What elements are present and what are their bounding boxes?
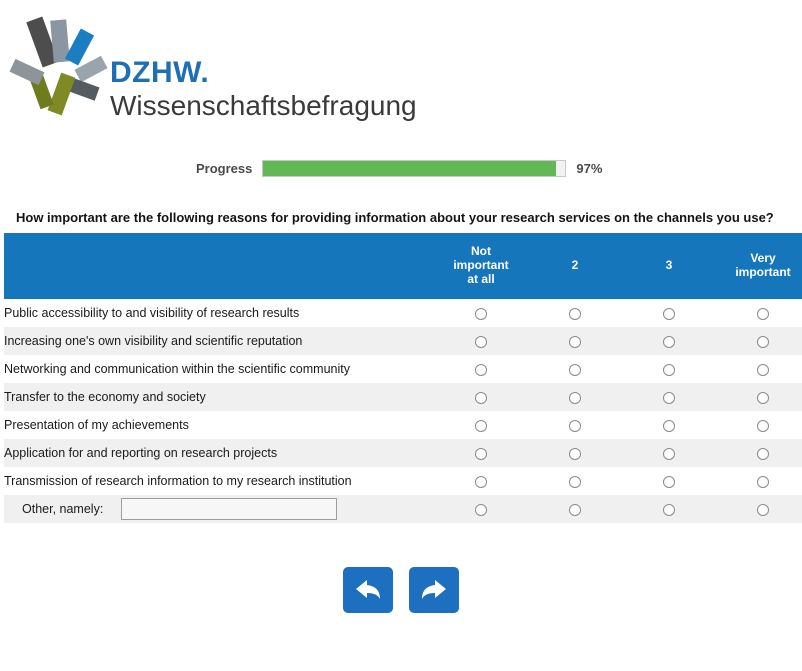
radio-cell-2[interactable] (528, 467, 622, 495)
radio-button[interactable] (475, 336, 487, 348)
matrix-row-label: Increasing one's own visibility and scientific reputation (4, 327, 434, 355)
radio-button[interactable] (663, 308, 675, 320)
table-row (4, 467, 802, 495)
radio-button[interactable] (663, 364, 675, 376)
radio-button[interactable] (475, 504, 487, 516)
table-row-other (4, 495, 802, 523)
radio-button[interactable] (757, 448, 769, 460)
radio-cell-2[interactable] (528, 355, 622, 383)
radio-button[interactable] (569, 448, 581, 460)
matrix-column-header-4 (716, 233, 802, 299)
radio-cell-1[interactable] (434, 439, 528, 467)
radio-cell-1[interactable] (434, 299, 528, 327)
progress-fill (263, 161, 556, 176)
radio-cell-1[interactable] (434, 383, 528, 411)
radio-cell-2[interactable] (528, 327, 622, 355)
radio-cell-1[interactable] (434, 411, 528, 439)
question-title: How important are the following reasons for providing information about your research services on the channels you use? (16, 210, 774, 225)
radio-button[interactable] (757, 504, 769, 516)
page-header (0, 0, 802, 130)
progress-label: Progress (196, 160, 253, 176)
matrix-row-label: Public accessibility to and visibility of research results (4, 299, 434, 327)
radio-button[interactable] (569, 476, 581, 488)
rating-matrix (4, 233, 802, 523)
matrix-row-label: Transfer to the economy and society (4, 383, 434, 411)
radio-cell-4[interactable] (716, 383, 802, 411)
radio-cell-4[interactable] (716, 495, 802, 523)
radio-button[interactable] (569, 392, 581, 404)
progress-percent: 97% (576, 160, 603, 176)
brand-text (110, 14, 417, 122)
table-row (4, 383, 802, 411)
radio-cell-4[interactable] (716, 299, 802, 327)
radio-cell-4[interactable] (716, 467, 802, 495)
radio-button[interactable] (757, 392, 769, 404)
radio-button[interactable] (757, 336, 769, 348)
radio-button[interactable] (663, 504, 675, 516)
radio-button[interactable] (757, 476, 769, 488)
other-text-input[interactable] (121, 498, 337, 520)
radio-cell-1[interactable] (434, 467, 528, 495)
forward-arrow-icon (419, 577, 449, 603)
column-header-line2: important (735, 265, 791, 279)
radio-button[interactable] (475, 420, 487, 432)
radio-button[interactable] (475, 392, 487, 404)
radio-button[interactable] (663, 336, 675, 348)
matrix-header-row (4, 233, 802, 299)
radio-cell-4[interactable] (716, 327, 802, 355)
radio-button[interactable] (475, 476, 487, 488)
radio-cell-3[interactable] (622, 383, 716, 411)
other-label-cell (4, 495, 434, 523)
matrix-column-header-2: 2 (528, 233, 622, 299)
radio-button[interactable] (569, 420, 581, 432)
matrix-row-label: Application for and reporting on research projects (4, 439, 434, 467)
navigation-buttons (0, 567, 802, 613)
radio-button[interactable] (569, 336, 581, 348)
radio-cell-2[interactable] (528, 495, 622, 523)
radio-cell-3[interactable] (622, 355, 716, 383)
radio-button[interactable] (757, 420, 769, 432)
question-block (0, 210, 802, 523)
radio-button[interactable] (663, 392, 675, 404)
table-row (4, 439, 802, 467)
radio-button[interactable] (569, 504, 581, 516)
radio-cell-2[interactable] (528, 299, 622, 327)
radio-button[interactable] (757, 364, 769, 376)
radio-button[interactable] (663, 448, 675, 460)
radio-button[interactable] (569, 364, 581, 376)
radio-cell-3[interactable] (622, 411, 716, 439)
radio-button[interactable] (569, 308, 581, 320)
back-arrow-icon (353, 577, 383, 603)
radio-cell-3[interactable] (622, 299, 716, 327)
radio-button[interactable] (663, 420, 675, 432)
radio-cell-1[interactable] (434, 495, 528, 523)
back-button[interactable] (343, 567, 393, 613)
radio-button[interactable] (475, 364, 487, 376)
radio-button[interactable] (475, 308, 487, 320)
radio-cell-3[interactable] (622, 467, 716, 495)
matrix-row-label: Networking and communication within the scientific community (4, 355, 434, 383)
table-row (4, 327, 802, 355)
table-row (4, 411, 802, 439)
matrix-column-header-3: 3 (622, 233, 716, 299)
radio-cell-2[interactable] (528, 411, 622, 439)
brand-subtitle: Wissenschaftsbefragung (110, 90, 417, 121)
radio-button[interactable] (663, 476, 675, 488)
next-button[interactable] (409, 567, 459, 613)
radio-cell-3[interactable] (622, 439, 716, 467)
radio-cell-4[interactable] (716, 355, 802, 383)
matrix-column-header-1 (434, 233, 528, 299)
column-header-line2: important (453, 258, 509, 273)
column-header-line1: Not (471, 244, 491, 259)
radio-cell-1[interactable] (434, 327, 528, 355)
radio-cell-1[interactable] (434, 355, 528, 383)
radio-cell-3[interactable] (622, 495, 716, 523)
progress-track (262, 160, 566, 177)
brand-logo (14, 14, 802, 124)
table-row (4, 355, 802, 383)
radio-cell-4[interactable] (716, 411, 802, 439)
radio-cell-2[interactable] (528, 439, 622, 467)
progress-bar (0, 156, 802, 180)
matrix-corner-cell (4, 233, 434, 299)
radio-cell-2[interactable] (528, 383, 622, 411)
other-label: Other, namely: (22, 502, 104, 516)
radio-cell-3[interactable] (622, 327, 716, 355)
column-header-line1: Very (750, 251, 776, 266)
table-row (4, 299, 802, 327)
brand-name: DZHW. (110, 56, 210, 89)
pinwheel-logo-icon (14, 14, 118, 124)
matrix-row-label: Transmission of research information to my research institution (4, 467, 434, 495)
radio-cell-4[interactable] (716, 439, 802, 467)
radio-button[interactable] (757, 308, 769, 320)
column-header-line3: at all (467, 271, 495, 286)
radio-button[interactable] (475, 448, 487, 460)
matrix-row-label: Presentation of my achievements (4, 411, 434, 439)
